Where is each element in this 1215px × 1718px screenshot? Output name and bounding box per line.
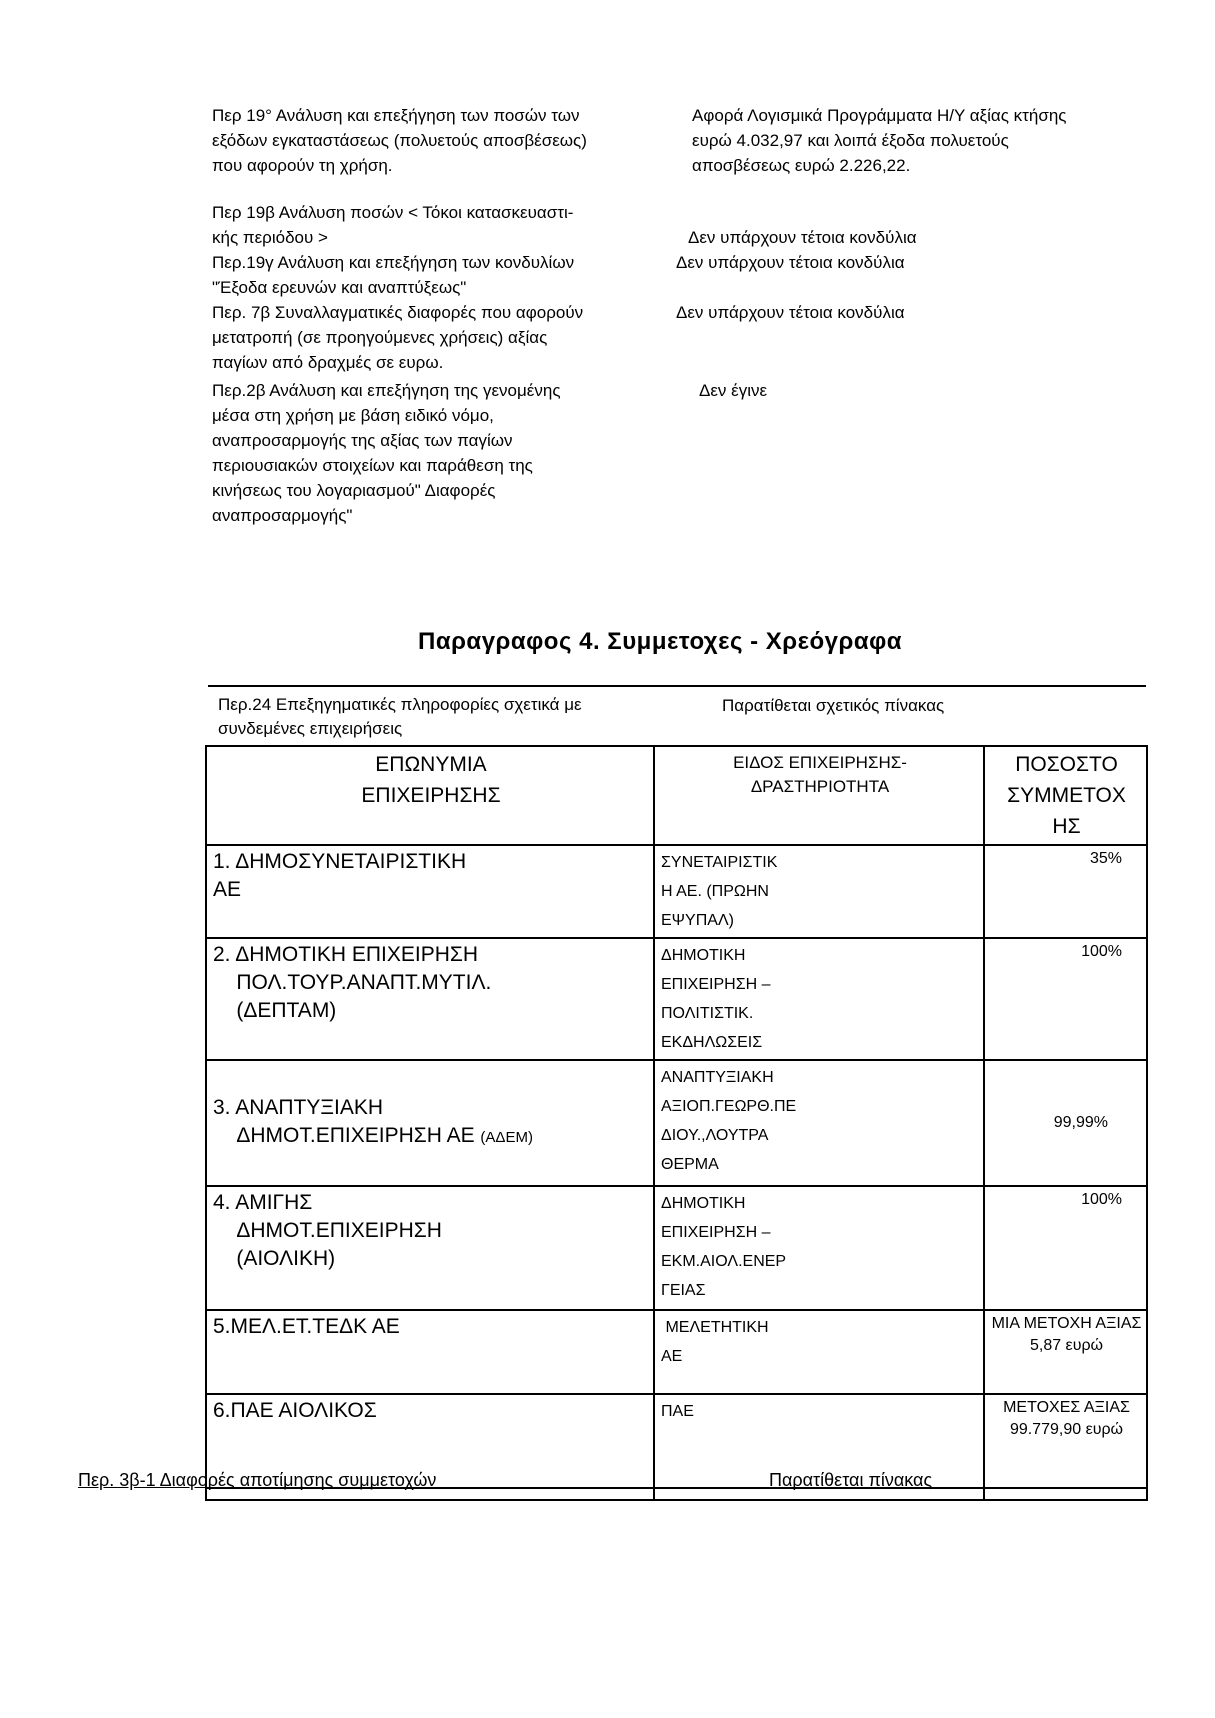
row-6-kind: ΠΑΕ [654,1394,984,1488]
row-3-kind: ΑΝΑΠΤΥΞΙΑΚΗ ΑΞΙΟΠ.ΓΕΩΡΘ.ΠΕ ΔΙΟΥ.,ΛΟΥΤΡΑ ΘΕΡΜΑ [654,1060,984,1186]
note-2b-label: Περ.2β Ανάλυση και επεξήγηση της γενομένης μέσα στη χρήση με βάση ειδικό νόμο, αναπροσαρμογής της αξίας των παγίων περιουσιακών στοιχείων και παράθεση της κινήσεως του λογαριασμού" Διαφορές αναπροσαρμογής" [212,381,561,525]
table-row [206,1060,1147,1186]
row-2-kind: ΔΗΜΟΤΙΚΗ ΕΠΙΧΕΙΡΗΣΗ – ΠΟΛΙΤΙΣΤΙΚ. ΕΚΔΗΛΩΣΕΙΣ [654,938,984,1060]
p24-label [218,693,678,741]
header-company-name: ΕΠΩΝΥΜΙΑ ΕΠΙΧΕΙΡΗΣΗΣ [206,746,654,845]
p3b-label: Περ. 3β-1 Διαφορές αποτίμησης συμμετοχών [78,1470,437,1490]
row-5-pct: ΜΙΑ ΜΕΤΟΧΗ ΑΞΙΑΣ 5,87 ευρώ [984,1310,1147,1394]
row-6-pct: ΜΕΤΟΧΕΣ ΑΞΙΑΣ 99.779,90 ευρώ [984,1394,1147,1488]
row-4-name: 4. ΑΜΙΓΗΣ ΔΗΜΟΤ.ΕΠΙΧΕΙΡΗΣΗ (ΑΙΟΛΙΚΗ) [206,1186,654,1310]
note-2b-value: Δεν έγινε [699,381,768,400]
note-19c-value: Δεν υπάρχουν τέτοια κονδύλια [676,253,905,272]
table-row [206,1310,1147,1394]
table-header-row [206,746,1147,845]
row-3-pct: 99,99% [984,1060,1147,1186]
row-3-name-main: 3. ΑΝΑΠΤΥΞΙΑΚΗ ΔΗΜΟΤ.ΕΠΙΧΕΙΡΗΣΗ ΑΕ [213,1096,475,1147]
row-4-kind: ΔΗΜΟΤΙΚΗ ΕΠΙΧΕΙΡΗΣΗ – ΕΚΜ.ΑΙΟΛ.ΕΝΕΡ ΓΕΙΑΣ [654,1186,984,1310]
note-19-label: Περ 19° Ανάλυση και επεξήγηση των ποσών των εξόδων εγκαταστάσεως (πολυετούς αποσβέσεως) που αφορούν τη χρήση. [212,106,587,175]
note-19b-value: Δεν υπάρχουν τέτοια κονδύλια [688,228,917,247]
row-5-name: 5.ΜΕΛ.ΕΤ.ΤΕΔΚ ΑΕ [206,1310,654,1394]
table-row [206,845,1147,938]
row-6-name: 6.ΠΑΕ ΑΙΟΛΙΚΟΣ [206,1394,654,1488]
header-activity: ΕΙΔΟΣ ΕΠΙΧΕΙΡΗΣΗΣ- ΔΡΑΣΤΗΡΙΟΤΗΤΑ [654,746,984,845]
row-3-name-suffix: (ΑΔΕΜ) [480,1129,533,1146]
p24-value: Παρατίθεται σχετικός πίνακας [722,696,945,715]
row-3-name [206,1060,654,1186]
note-7b-label: Περ. 7β Συναλλαγματικές διαφορές που αφορούν μετατροπή (σε προηγούμενες χρήσεις) αξίας παγίων από δραχμές σε ευρω. [212,303,584,372]
row-1-name: 1. ΔΗΜΟΣΥΝΕΤΑΙΡΙΣΤΙΚΗ ΑΕ [206,845,654,938]
row-4-pct: 100% [984,1186,1147,1310]
table-row [206,1186,1147,1310]
divider-top [208,685,1146,687]
note-19b-label: Περ 19β Ανάλυση ποσών < Τόκοι κατασκευαστι- κής περιόδου > [212,203,574,247]
note-7b-value: Δεν υπάρχουν τέτοια κονδύλια [676,303,905,322]
p24-label-text: Περ.24 Επεξηγηματικές πληροφορίες σχετικά με συνδεμένες επιχειρήσεις [218,695,582,738]
note-19c-label: Περ.19γ Ανάλυση και επεξήγηση των κονδυλίων "Έξοδα ερευνών και αναπτύξεως" [212,253,575,297]
row-2-pct: 100% [984,938,1147,1060]
row-5-kind: ΜΕΛΕΤΗΤΙΚΗ ΑΕ [654,1310,984,1394]
row-1-kind: ΣΥΝΕΤΑΙΡΙΣΤΙΚ Η ΑΕ. (ΠΡΩΗΝ ΕΨΥΠΑΛ) [654,845,984,938]
row-2-name: 2. ΔΗΜΟΤΙΚΗ ΕΠΙΧΕΙΡΗΣΗ ΠΟΛ.ΤΟΥΡ.ΑΝΑΠΤ.ΜΥΤΙΛ. (ΔΕΠΤΑΜ) [206,938,654,1060]
associated-companies-table [205,745,1148,1501]
header-participation: ΠΟΣΟΣΤΟ ΣΥΜΜΕΤΟΧ ΗΣ [984,746,1147,845]
row-1-pct: 35% [984,845,1147,938]
note-19-value: Αφορά Λογισμικά Προγράμματα Η/Υ αξίας κτήσης ευρώ 4.032,97 και λοιπά έξοδα πολυετούς αποσβέσεως ευρώ 2.226,22. [692,106,1067,175]
section-heading: Παραγραφος 4. Συμμετοχες - Χρεόγραφα [418,628,903,655]
table-row [206,938,1147,1060]
p3b-value: Παρατίθεται πίνακας [769,1470,933,1490]
